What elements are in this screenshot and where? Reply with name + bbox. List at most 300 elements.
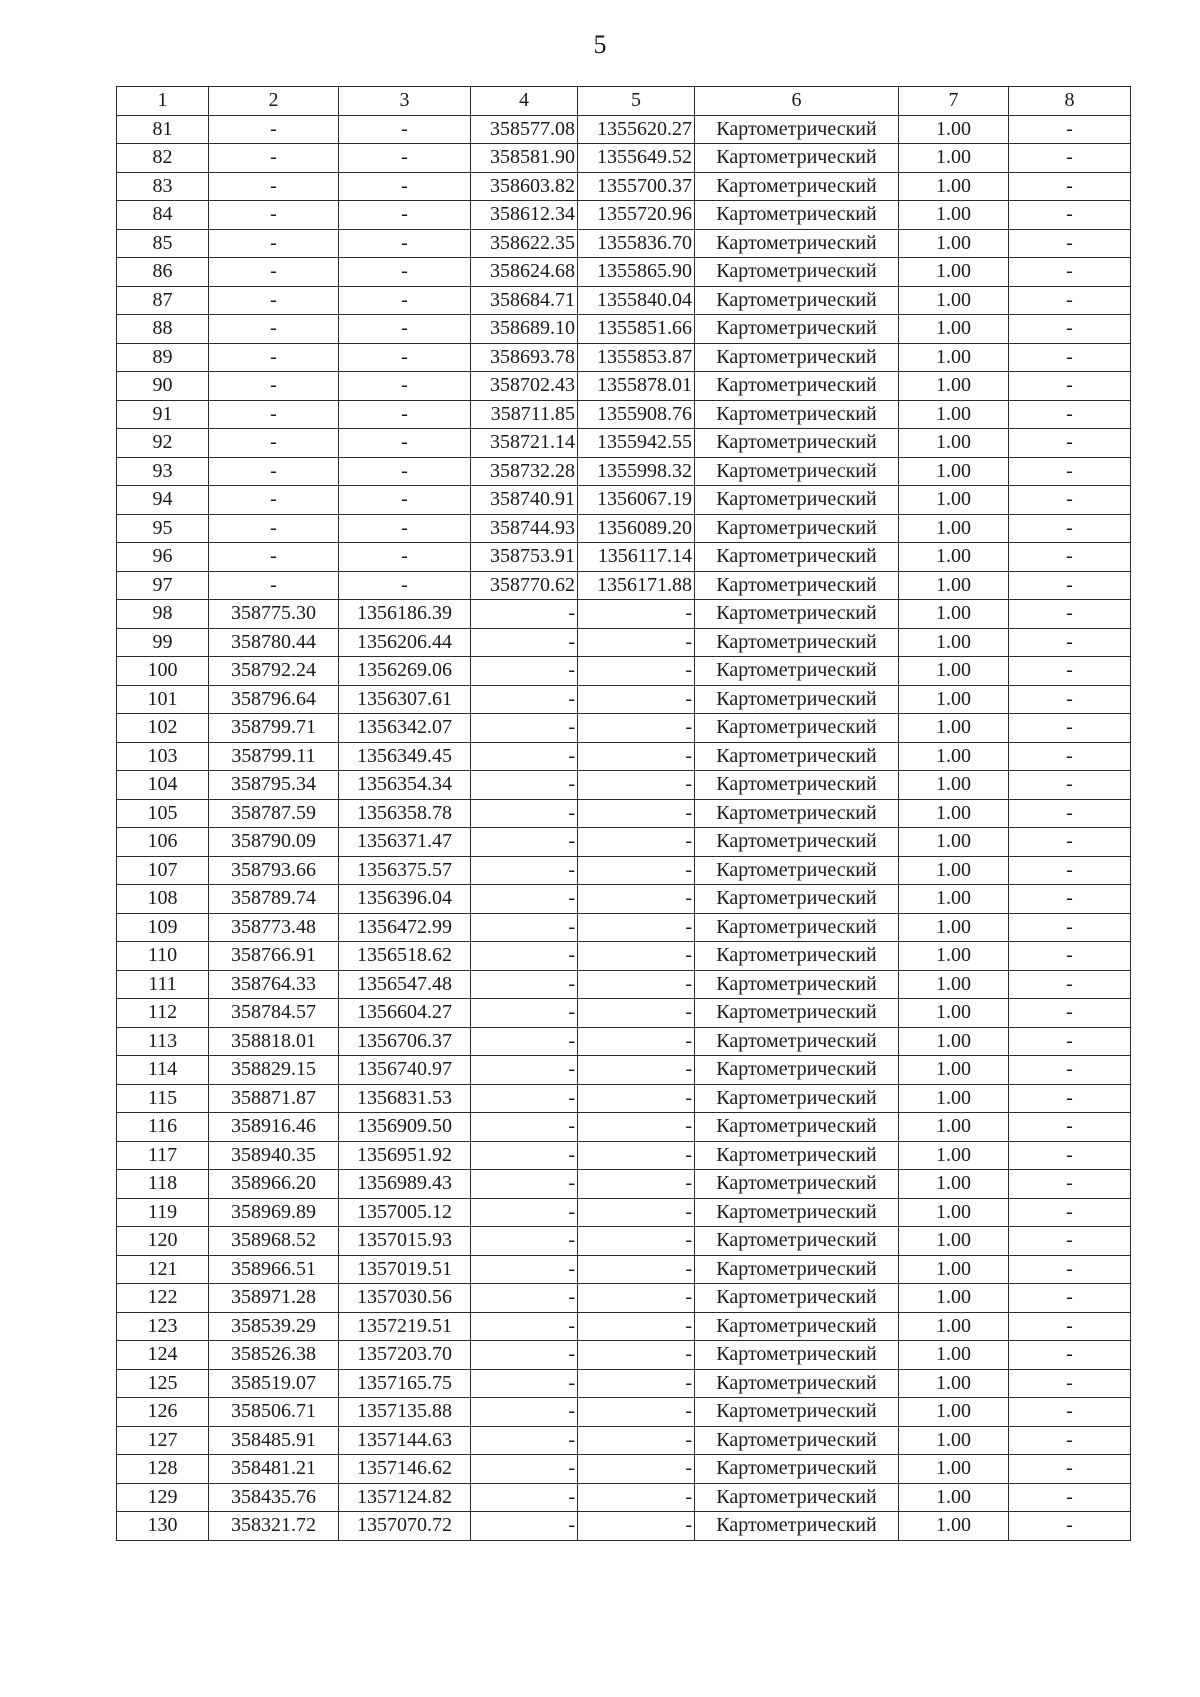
- table-cell: -: [1009, 999, 1131, 1028]
- table-cell: 1.00: [899, 201, 1009, 230]
- table-cell: 1.00: [899, 1056, 1009, 1085]
- table-cell: 94: [117, 486, 209, 515]
- table-cell: -: [578, 1284, 695, 1313]
- table-cell: Картометрический: [695, 1113, 899, 1142]
- table-cell: Картометрический: [695, 429, 899, 458]
- table-cell: 358790.09: [209, 828, 339, 857]
- table-row: [117, 1426, 1131, 1455]
- table-cell: -: [578, 1027, 695, 1056]
- table-cell: -: [471, 1198, 578, 1227]
- table-cell: 1.00: [899, 457, 1009, 486]
- table-cell: Картометрический: [695, 685, 899, 714]
- table-cell: 358721.14: [471, 429, 578, 458]
- table-cell: 1.00: [899, 628, 1009, 657]
- table-cell: 358971.28: [209, 1284, 339, 1313]
- table-cell: -: [1009, 1398, 1131, 1427]
- table-cell: 358577.08: [471, 115, 578, 144]
- table-cell: 1356951.92: [339, 1141, 471, 1170]
- table-row: [117, 514, 1131, 543]
- table-cell: -: [339, 400, 471, 429]
- table-row: [117, 429, 1131, 458]
- table-cell: -: [209, 429, 339, 458]
- table-cell: 1355851.66: [578, 315, 695, 344]
- table-cell: -: [1009, 1255, 1131, 1284]
- table-cell: -: [471, 828, 578, 857]
- table-cell: Картометрический: [695, 1027, 899, 1056]
- table-cell: 112: [117, 999, 209, 1028]
- table-cell: 358795.34: [209, 771, 339, 800]
- table-cell: Картометрический: [695, 1227, 899, 1256]
- coordinates-table: [116, 86, 1131, 1541]
- table-cell: Картометрический: [695, 1170, 899, 1199]
- table-cell: -: [471, 1255, 578, 1284]
- table-cell: 358603.82: [471, 172, 578, 201]
- table-cell: 358744.93: [471, 514, 578, 543]
- table-cell: Картометрический: [695, 942, 899, 971]
- table-cell: 1.00: [899, 913, 1009, 942]
- table-cell: Картометрический: [695, 372, 899, 401]
- table-row: [117, 1398, 1131, 1427]
- table-cell: 129: [117, 1483, 209, 1512]
- table-cell: 1356358.78: [339, 799, 471, 828]
- table-cell: Картометрический: [695, 286, 899, 315]
- table-cell: -: [578, 1312, 695, 1341]
- table-cell: 1.00: [899, 1483, 1009, 1512]
- table-cell: 358792.24: [209, 657, 339, 686]
- table-cell: 1357219.51: [339, 1312, 471, 1341]
- table-cell: -: [339, 372, 471, 401]
- table-cell: -: [1009, 286, 1131, 315]
- table-cell: 358966.20: [209, 1170, 339, 1199]
- table-cell: -: [471, 856, 578, 885]
- table-cell: 358753.91: [471, 543, 578, 572]
- table-cell: -: [471, 600, 578, 629]
- table-cell: 95: [117, 514, 209, 543]
- table-cell: 358435.76: [209, 1483, 339, 1512]
- table-cell: -: [1009, 1056, 1131, 1085]
- table-cell: 1356740.97: [339, 1056, 471, 1085]
- table-row: [117, 742, 1131, 771]
- table-cell: -: [1009, 315, 1131, 344]
- table-cell: 1.00: [899, 1369, 1009, 1398]
- table-cell: -: [578, 828, 695, 857]
- table-cell: Картометрический: [695, 799, 899, 828]
- table-row: [117, 1170, 1131, 1199]
- table-cell: 1355942.55: [578, 429, 695, 458]
- table-cell: 1356989.43: [339, 1170, 471, 1199]
- table-cell: Картометрический: [695, 1284, 899, 1313]
- table-row: [117, 799, 1131, 828]
- table-cell: -: [578, 1141, 695, 1170]
- table-cell: -: [1009, 885, 1131, 914]
- table-cell: 358799.11: [209, 742, 339, 771]
- table-cell: -: [578, 1170, 695, 1199]
- table-cell: 1.00: [899, 1312, 1009, 1341]
- table-cell: Картометрический: [695, 315, 899, 344]
- table-cell: Картометрический: [695, 828, 899, 857]
- table-cell: 1356342.07: [339, 714, 471, 743]
- table-cell: -: [209, 258, 339, 287]
- table-cell: 124: [117, 1341, 209, 1370]
- table-cell: 1357030.56: [339, 1284, 471, 1313]
- table-cell: 1356354.34: [339, 771, 471, 800]
- table-cell: 1.00: [899, 1113, 1009, 1142]
- table-cell: Картометрический: [695, 172, 899, 201]
- table-cell: Картометрический: [695, 229, 899, 258]
- table-cell: -: [1009, 486, 1131, 515]
- table-cell: 101: [117, 685, 209, 714]
- table-cell: 1355840.04: [578, 286, 695, 315]
- table-cell: 1356089.20: [578, 514, 695, 543]
- table-cell: Картометрический: [695, 1141, 899, 1170]
- table-cell: -: [339, 571, 471, 600]
- table-cell: 1356171.88: [578, 571, 695, 600]
- table-row: [117, 1341, 1131, 1370]
- table-cell: -: [471, 628, 578, 657]
- table-cell: -: [578, 771, 695, 800]
- table-cell: 1355853.87: [578, 343, 695, 372]
- table-cell: 119: [117, 1198, 209, 1227]
- table-cell: Картометрический: [695, 543, 899, 572]
- table-row: [117, 1255, 1131, 1284]
- table-cell: 1357165.75: [339, 1369, 471, 1398]
- table-cell: Картометрический: [695, 514, 899, 543]
- column-header-4: 4: [471, 87, 578, 116]
- table-cell: 100: [117, 657, 209, 686]
- table-row: [117, 1113, 1131, 1142]
- table-cell: 118: [117, 1170, 209, 1199]
- table-row: [117, 1512, 1131, 1541]
- table-cell: Картометрический: [695, 201, 899, 230]
- table-row: [117, 685, 1131, 714]
- table-cell: -: [1009, 799, 1131, 828]
- table-cell: 358684.71: [471, 286, 578, 315]
- table-cell: -: [1009, 970, 1131, 999]
- table-cell: 1.00: [899, 372, 1009, 401]
- table-cell: 358624.68: [471, 258, 578, 287]
- table-cell: 358702.43: [471, 372, 578, 401]
- table-cell: -: [471, 942, 578, 971]
- table-cell: -: [1009, 343, 1131, 372]
- table-cell: -: [471, 742, 578, 771]
- table-cell: -: [1009, 1198, 1131, 1227]
- table-cell: 358321.72: [209, 1512, 339, 1541]
- table-cell: -: [471, 1170, 578, 1199]
- table-cell: 1.00: [899, 1512, 1009, 1541]
- table-cell: 1.00: [899, 1141, 1009, 1170]
- table-cell: Картометрический: [695, 1426, 899, 1455]
- table-cell: 358793.66: [209, 856, 339, 885]
- table-cell: -: [578, 1056, 695, 1085]
- table-cell: 1.00: [899, 657, 1009, 686]
- table-cell: 97: [117, 571, 209, 600]
- table-cell: 1.00: [899, 286, 1009, 315]
- table-cell: 90: [117, 372, 209, 401]
- table-cell: 358916.46: [209, 1113, 339, 1142]
- table-cell: 1.00: [899, 571, 1009, 600]
- table-cell: Картометрический: [695, 115, 899, 144]
- table-cell: -: [1009, 172, 1131, 201]
- table-cell: -: [209, 172, 339, 201]
- table-cell: Картометрический: [695, 999, 899, 1028]
- table-cell: -: [1009, 856, 1131, 885]
- table-cell: 99: [117, 628, 209, 657]
- table-cell: -: [339, 457, 471, 486]
- table-cell: Картометрический: [695, 144, 899, 173]
- table-cell: Картометрический: [695, 885, 899, 914]
- page-number: 5: [593, 30, 607, 59]
- table-row: [117, 486, 1131, 515]
- table-cell: -: [209, 514, 339, 543]
- table-cell: -: [471, 1227, 578, 1256]
- table-row: [117, 942, 1131, 971]
- table-cell: -: [471, 999, 578, 1028]
- table-cell: -: [1009, 828, 1131, 857]
- table-cell: 106: [117, 828, 209, 857]
- table-cell: 358940.35: [209, 1141, 339, 1170]
- table-row: [117, 201, 1131, 230]
- table-cell: -: [209, 286, 339, 315]
- table-cell: 358968.52: [209, 1227, 339, 1256]
- table-cell: 1356831.53: [339, 1084, 471, 1113]
- table-cell: 125: [117, 1369, 209, 1398]
- table-cell: -: [578, 999, 695, 1028]
- table-cell: 110: [117, 942, 209, 971]
- table-cell: 130: [117, 1512, 209, 1541]
- table-cell: 107: [117, 856, 209, 885]
- table-cell: -: [1009, 1227, 1131, 1256]
- table-cell: -: [1009, 429, 1131, 458]
- table-cell: -: [578, 1341, 695, 1370]
- table-row: [117, 771, 1131, 800]
- table-cell: -: [578, 1113, 695, 1142]
- table-cell: -: [578, 1398, 695, 1427]
- table-cell: 1357070.72: [339, 1512, 471, 1541]
- table-cell: 109: [117, 913, 209, 942]
- table-row: [117, 1312, 1131, 1341]
- table-cell: -: [578, 799, 695, 828]
- table-cell: 358789.74: [209, 885, 339, 914]
- table-row: [117, 571, 1131, 600]
- table-cell: -: [1009, 1369, 1131, 1398]
- table-cell: -: [471, 1398, 578, 1427]
- table-cell: Картометрический: [695, 1483, 899, 1512]
- table-cell: 358506.71: [209, 1398, 339, 1427]
- table-cell: -: [1009, 514, 1131, 543]
- table-cell: -: [1009, 372, 1131, 401]
- table-cell: -: [339, 286, 471, 315]
- table-cell: 1355836.70: [578, 229, 695, 258]
- table-cell: 1.00: [899, 714, 1009, 743]
- table-cell: 1.00: [899, 799, 1009, 828]
- table-cell: -: [578, 628, 695, 657]
- table-cell: 1355649.52: [578, 144, 695, 173]
- table-cell: -: [1009, 144, 1131, 173]
- table-cell: -: [471, 1312, 578, 1341]
- table-cell: 1.00: [899, 315, 1009, 344]
- table-cell: 1356206.44: [339, 628, 471, 657]
- table-cell: 1357005.12: [339, 1198, 471, 1227]
- table-cell: -: [1009, 714, 1131, 743]
- table-cell: 1.00: [899, 1398, 1009, 1427]
- table-cell: -: [209, 343, 339, 372]
- table-cell: 358519.07: [209, 1369, 339, 1398]
- table-cell: 358796.64: [209, 685, 339, 714]
- table-cell: 1355998.32: [578, 457, 695, 486]
- table-row: [117, 1084, 1131, 1113]
- table-cell: 1.00: [899, 1027, 1009, 1056]
- table-cell: -: [209, 372, 339, 401]
- table-cell: 358871.87: [209, 1084, 339, 1113]
- table-row: [117, 1198, 1131, 1227]
- table-row: [117, 543, 1131, 572]
- table-cell: -: [1009, 571, 1131, 600]
- table-cell: 1355865.90: [578, 258, 695, 287]
- table-cell: -: [339, 172, 471, 201]
- table-cell: 358539.29: [209, 1312, 339, 1341]
- table-cell: 1356604.27: [339, 999, 471, 1028]
- table-cell: -: [1009, 1284, 1131, 1313]
- column-header-8: 8: [1009, 87, 1131, 116]
- table-cell: 104: [117, 771, 209, 800]
- table-cell: 1.00: [899, 1284, 1009, 1313]
- table-cell: 84: [117, 201, 209, 230]
- table-cell: 88: [117, 315, 209, 344]
- table-cell: -: [578, 600, 695, 629]
- table-cell: -: [471, 714, 578, 743]
- table-cell: -: [1009, 543, 1131, 572]
- table-cell: -: [209, 400, 339, 429]
- table-cell: Картометрический: [695, 657, 899, 686]
- table-row: [117, 856, 1131, 885]
- table-cell: -: [471, 1141, 578, 1170]
- table-row: [117, 172, 1131, 201]
- table-cell: -: [578, 1426, 695, 1455]
- table-cell: Картометрический: [695, 856, 899, 885]
- table-cell: 1355620.27: [578, 115, 695, 144]
- table-cell: -: [1009, 1512, 1131, 1541]
- table-cell: 1.00: [899, 514, 1009, 543]
- table-cell: -: [339, 343, 471, 372]
- table-cell: -: [471, 885, 578, 914]
- table-cell: -: [578, 1455, 695, 1484]
- table-cell: Картометрический: [695, 1056, 899, 1085]
- table-cell: 123: [117, 1312, 209, 1341]
- table-cell: 82: [117, 144, 209, 173]
- table-cell: -: [1009, 1113, 1131, 1142]
- table-row: [117, 1227, 1131, 1256]
- table-cell: 120: [117, 1227, 209, 1256]
- table-row: [117, 1027, 1131, 1056]
- table-cell: -: [339, 201, 471, 230]
- table-cell: Картометрический: [695, 1455, 899, 1484]
- table-row: [117, 343, 1131, 372]
- table-cell: -: [471, 657, 578, 686]
- table-cell: 1356375.57: [339, 856, 471, 885]
- table-cell: 1.00: [899, 1255, 1009, 1284]
- table-row: [117, 628, 1131, 657]
- table-cell: -: [578, 1255, 695, 1284]
- table-cell: -: [471, 970, 578, 999]
- table-row: [117, 115, 1131, 144]
- table-cell: 1355878.01: [578, 372, 695, 401]
- table-cell: -: [209, 457, 339, 486]
- table-cell: 358693.78: [471, 343, 578, 372]
- table-cell: -: [1009, 1483, 1131, 1512]
- table-cell: -: [578, 714, 695, 743]
- table-cell: -: [578, 913, 695, 942]
- table-cell: 1.00: [899, 1170, 1009, 1199]
- table-cell: 1.00: [899, 258, 1009, 287]
- table-cell: -: [578, 1369, 695, 1398]
- table-row: [117, 315, 1131, 344]
- table-cell: 358764.33: [209, 970, 339, 999]
- table-row: [117, 600, 1131, 629]
- table-cell: -: [339, 115, 471, 144]
- table-cell: 92: [117, 429, 209, 458]
- column-header-5: 5: [578, 87, 695, 116]
- table-cell: 358969.89: [209, 1198, 339, 1227]
- table-cell: 126: [117, 1398, 209, 1427]
- table-cell: 358526.38: [209, 1341, 339, 1370]
- table-cell: 91: [117, 400, 209, 429]
- table-cell: -: [1009, 400, 1131, 429]
- table-cell: -: [471, 1341, 578, 1370]
- table-cell: 1355720.96: [578, 201, 695, 230]
- table-cell: -: [209, 543, 339, 572]
- table-cell: 1357124.82: [339, 1483, 471, 1512]
- table-cell: -: [578, 885, 695, 914]
- table-cell: -: [339, 486, 471, 515]
- table-cell: -: [1009, 1141, 1131, 1170]
- table-cell: -: [578, 1512, 695, 1541]
- table-cell: 358787.59: [209, 799, 339, 828]
- table-cell: 86: [117, 258, 209, 287]
- table-cell: -: [1009, 1027, 1131, 1056]
- table-cell: 1.00: [899, 1341, 1009, 1370]
- table-row: [117, 714, 1131, 743]
- table-cell: 1.00: [899, 885, 1009, 914]
- table-cell: -: [1009, 1312, 1131, 1341]
- table-cell: 89: [117, 343, 209, 372]
- table-cell: -: [209, 229, 339, 258]
- table-cell: 1356269.06: [339, 657, 471, 686]
- table-cell: 358966.51: [209, 1255, 339, 1284]
- table-cell: 1.00: [899, 429, 1009, 458]
- table-cell: 1355908.76: [578, 400, 695, 429]
- table-cell: 1356909.50: [339, 1113, 471, 1142]
- table-cell: Картометрический: [695, 486, 899, 515]
- table-cell: 1356518.62: [339, 942, 471, 971]
- table-cell: 1356117.14: [578, 543, 695, 572]
- table-cell: Картометрический: [695, 1512, 899, 1541]
- table-cell: 1356067.19: [578, 486, 695, 515]
- table-cell: -: [1009, 771, 1131, 800]
- table-row: [117, 1455, 1131, 1484]
- table-cell: 1357015.93: [339, 1227, 471, 1256]
- table-cell: -: [1009, 1455, 1131, 1484]
- table-cell: 358581.90: [471, 144, 578, 173]
- table-cell: 1.00: [899, 828, 1009, 857]
- table-cell: Картометрический: [695, 1398, 899, 1427]
- table-row: [117, 1284, 1131, 1313]
- table-cell: 358766.91: [209, 942, 339, 971]
- table-cell: Картометрический: [695, 1084, 899, 1113]
- table-cell: 1.00: [899, 1084, 1009, 1113]
- table-cell: 98: [117, 600, 209, 629]
- table-cell: 1.00: [899, 1198, 1009, 1227]
- table-cell: -: [1009, 628, 1131, 657]
